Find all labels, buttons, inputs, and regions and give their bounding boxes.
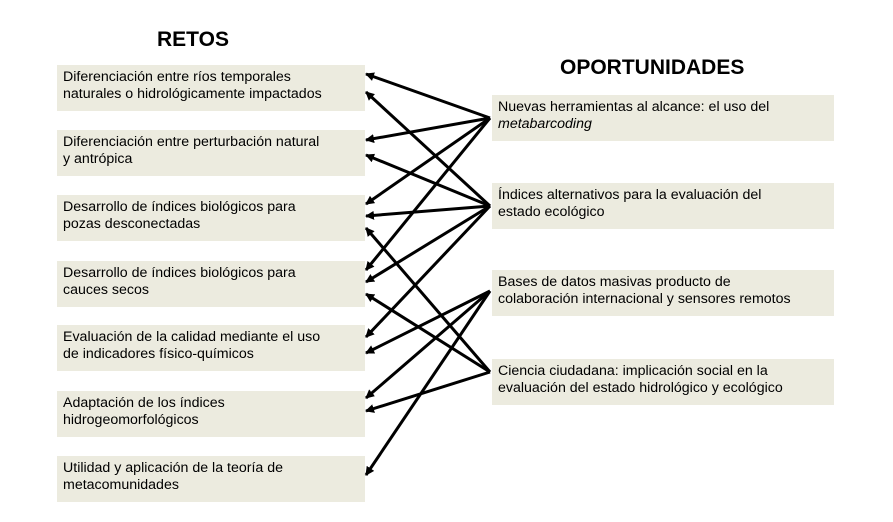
- arrow-op4-reto6: [366, 372, 490, 411]
- reto-4-line2: cauces secos: [63, 282, 149, 298]
- arrow-op2-reto1: [366, 92, 490, 206]
- reto-3-line1: Desarrollo de índices biológicos para: [63, 199, 296, 215]
- oportunidad-1-line2: metabarcoding: [498, 116, 592, 132]
- reto-5-line1: Evaluación de la calidad mediante el uso: [63, 329, 321, 345]
- reto-4-line1: Desarrollo de índices biológicos para: [63, 265, 296, 281]
- reto-1-line2: naturales o hidrológicamente impactados: [63, 86, 322, 102]
- oportunidad-2-line1: Índices alternativos para la evaluación del: [498, 187, 762, 203]
- oportunidad-4-line2: evaluación del estado hidrológico y ecológico: [498, 380, 783, 396]
- reto-2-line1: Diferenciación entre perturbación natural: [63, 134, 320, 150]
- oportunidad-2-line2: estado ecológico: [498, 204, 605, 220]
- reto-7-line2: metacomunidades: [63, 477, 179, 493]
- reto-6-line2: hidrogeomorfológicos: [63, 412, 199, 428]
- reto-2-line2: y antrópica: [63, 151, 133, 167]
- reto-1-line1: Diferenciación entre ríos temporales: [63, 69, 291, 85]
- reto-5-line2: de indicadores físico-químicos: [63, 346, 254, 362]
- oportunidad-4-line1: Ciencia ciudadana: implicación social en la: [498, 363, 768, 379]
- arrow-op1-reto4: [366, 118, 490, 270]
- reto-6-line1: Adaptación de los índices: [63, 395, 225, 411]
- reto-7-line1: Utilidad y aplicación de la teoría de: [63, 460, 284, 476]
- arrow-op2-reto3: [366, 206, 490, 216]
- reto-3-line2: pozas desconectadas: [63, 216, 201, 232]
- oportunidad-3-line2: colaboración internacional y sensores remotos: [498, 291, 791, 307]
- retos-heading: RETOS: [157, 28, 229, 51]
- oportunidad-3-line1: Bases de datos masivas producto de: [498, 274, 731, 290]
- arrow-op1-reto1: [366, 74, 490, 118]
- oportunidad-1-line1: Nuevas herramientas al alcance: el uso del: [498, 99, 770, 115]
- oportunidades-heading: OPORTUNIDADES: [560, 56, 745, 79]
- arrow-op1-reto2: [366, 118, 490, 140]
- arrow-op1-reto3: [366, 118, 490, 204]
